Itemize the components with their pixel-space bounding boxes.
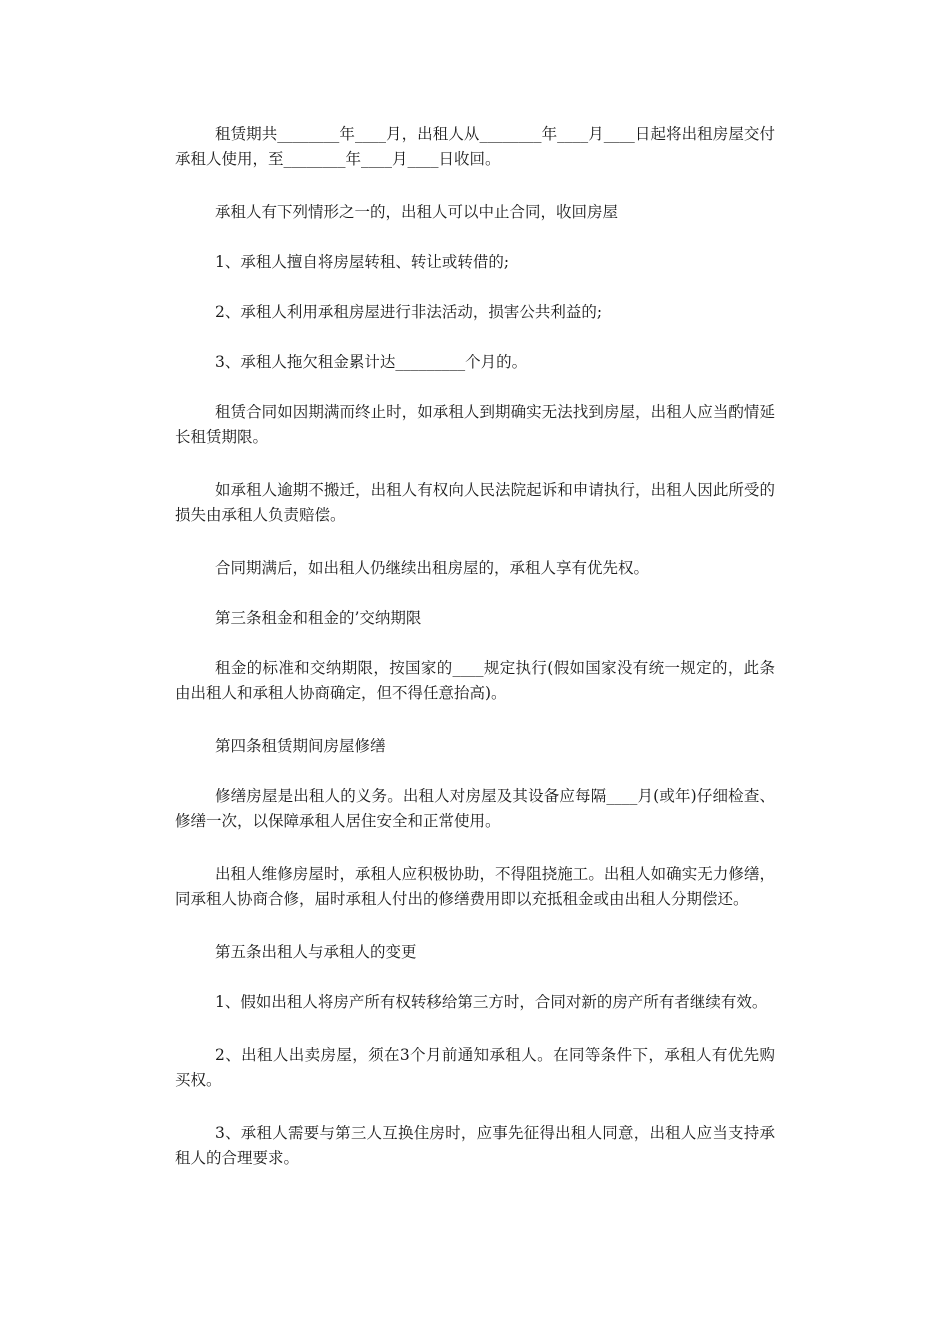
list-item-rent-arrears: 3、承租人拖欠租金累计达_________个月的。 bbox=[215, 353, 528, 371]
section-title-article-3: 第三条租金和租金的’交纳期限 bbox=[215, 609, 422, 627]
document-body bbox=[175, 122, 775, 1199]
paragraph-lease-extension: 租赁合同如因期满而终止时，如承租人到期确实无法找到房屋，出租人应当酌情延长租赁期限。 bbox=[175, 403, 775, 446]
paragraph-priority-right: 合同期满后，如出租人仍继续出租房屋的，承租人享有优先权。 bbox=[215, 559, 650, 577]
list-item-illegal-use: 2、承租人利用承租房屋进行非法活动，损害公共利益的; bbox=[215, 303, 603, 321]
list-item-ownership-transfer: 1、假如出租人将房产所有权转移给第三方时，合同对新的房产所有者继续有效。 bbox=[215, 993, 768, 1011]
section-title-article-4: 第四条租赁期间房屋修缮 bbox=[215, 737, 386, 755]
section-title-article-5: 第五条出租人与承租人的变更 bbox=[215, 943, 417, 961]
paragraph-repair-cooperation: 出租人维修房屋时，承租人应积极协助，不得阻挠施工。出租人如确实无力修缮，同承租人协商合修，届时承租人付出的修缮费用即以充抵租金或由出租人分期偿还。 bbox=[175, 865, 775, 908]
paragraph-termination-conditions: 承租人有下列情形之一的，出租人可以中止合同，收回房屋 bbox=[215, 203, 619, 221]
list-item-housing-exchange: 3、承租人需要与第三人互换住房时，应事先征得出租人同意，出租人应当支持承租人的合理要求。 bbox=[175, 1124, 775, 1167]
paragraph-lease-term: 租赁期共________年____月，出租人从________年____月____日起将出租房屋交付承租人使用，至________年____月____日收回。 bbox=[175, 125, 775, 168]
paragraph-repair-obligation: 修缮房屋是出租人的义务。出租人对房屋及其设备应每隔____月(或年)仔细检查、修缮一次，以保障承租人居住安全和正常使用。 bbox=[175, 787, 775, 830]
paragraph-rent-standard: 租金的标准和交纳期限，按国家的____规定执行(假如国家没有统一规定的，此条由出租人和承租人协商确定，但不得任意抬高)。 bbox=[175, 659, 775, 702]
list-item-sale-notice: 2、出租人出卖房屋，须在3个月前通知承租人。在同等条件下，承租人有优先购买权。 bbox=[175, 1046, 775, 1089]
paragraph-overdue-eviction: 如承租人逾期不搬迁，出租人有权向人民法院起诉和申请执行，出租人因此所受的损失由承租人负责赔偿。 bbox=[175, 481, 775, 524]
list-item-sublet: 1、承租人擅自将房屋转租、转让或转借的; bbox=[215, 253, 510, 271]
